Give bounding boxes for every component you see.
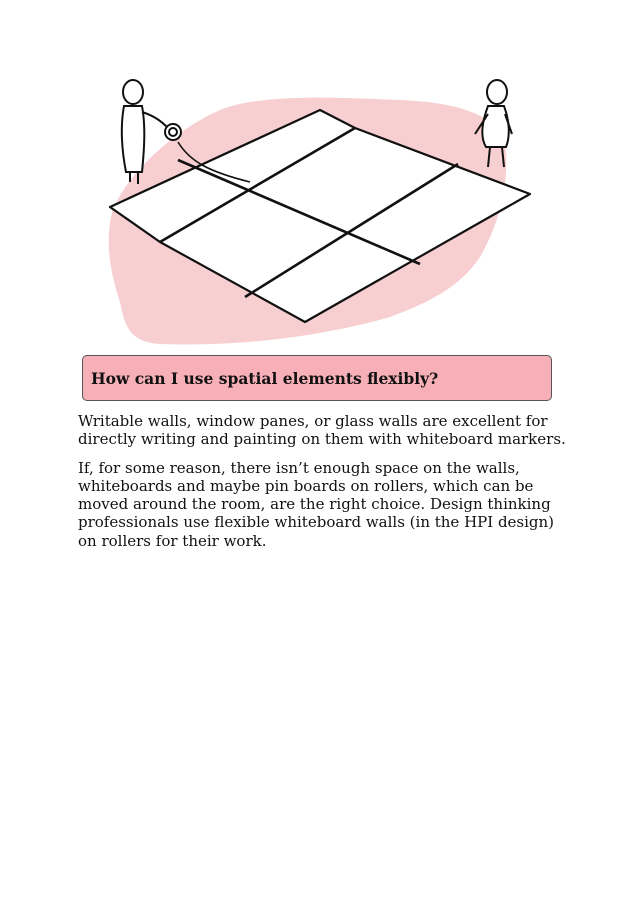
section-heading-box xyxy=(82,355,552,401)
paragraph-1: Writable walls, window panes, or glass walls are excellent for directly writing and painting on them with whiteboard markers. xyxy=(78,412,566,449)
section-heading: How can I use spatial elements flexibly? xyxy=(91,368,439,388)
floor-grid-illustration xyxy=(100,72,540,348)
section-body xyxy=(78,412,568,560)
paragraph-2: If, for some reason, there isn’t enough space on the walls, whiteboards and maybe pin boards on rollers, which can be moved around the room, are the right choice. Design thinking professionals use flexible whiteboard walls (in the HPI design) on rollers for their work. xyxy=(78,458,555,550)
